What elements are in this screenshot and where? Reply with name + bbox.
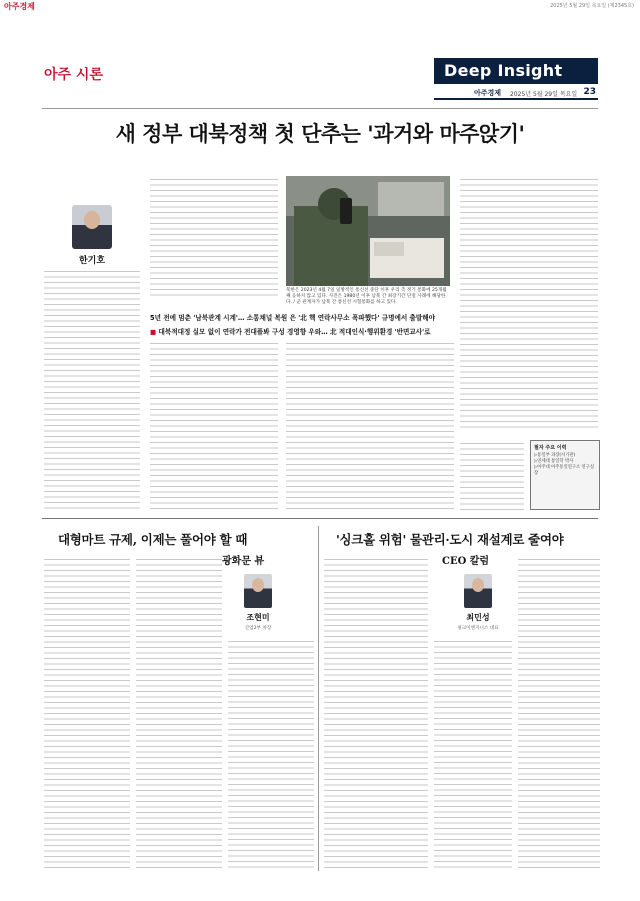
article2-text-col1 [44,556,130,872]
author-title: 산업2부 차장 [244,626,272,631]
article3-byline [440,574,516,631]
main-headline: 새 정부 대북정책 첫 단추는 '과거와 마주앉기' [115,121,525,146]
article1-text-col4b [460,440,524,512]
photo-caption: 북한은 2023년 4월 7일 일방적인 통신선 중단 이후 우리 측 정기 통화에 25개월째 응하지 않고 있다. 사진은 1980년 이후 남북 간 최장기간 단절 사례에 해당한다. / 군 관계자가 남북 간 통신선 시험통화를 하고 있다. [286,288,447,305]
paper-info [434,88,598,100]
author-name: 최민성 [466,613,490,622]
header-rule [42,108,598,109]
article1-photo [286,176,450,286]
author-block [42,205,142,275]
article2-headline: 대형마트 규제, 이제는 풀어야 할 때 [58,532,248,547]
career-line: ▷연세대 통일학 박사 [534,459,574,464]
article3-headline: '싱크홀 위험' 물관리·도시 재설계로 줄여야 [336,532,564,547]
paper-brand: 아주경제 [474,89,502,97]
career-line: ▷아주대 아주통일연구소 연구실장 [534,465,594,476]
article3-text-col3 [518,556,600,872]
subhead-2-text: 대북적대정 실모 없이 연락가 전대플봐 구성 경영향 우와… 北 적대인식·행위환경 '반면교사'로 [158,328,431,336]
masthead-logo: 아주경제 [4,2,35,11]
subhead-2 [150,326,431,336]
author-name: 조현미 [246,613,270,622]
soldier-phone-illustration [286,176,450,286]
article2-byline [220,574,296,631]
subhead-1 [150,312,435,322]
author-photo [72,205,112,249]
banner-text: Deep Insight [444,61,563,80]
page-number: 23 [583,87,596,97]
article1-text-col1 [44,268,140,512]
deep-insight-banner [434,58,598,84]
author-photo [244,574,272,608]
masthead-strip [0,0,640,12]
column-divider [318,526,319,871]
article1-text-col3 [286,340,454,512]
author-title: 핑크이엔지니스 대표 [457,626,499,631]
square-bullet-icon: ■ [150,328,157,336]
paper-date: 2025년 5월 29일 목요일 [510,91,578,98]
column-label-gwanghwamun: 광화문 뷰 [222,556,265,567]
article1-text-col2b [150,340,278,512]
masthead-meta: 2025년 5월 29일 목요일 (제2345호) [550,3,634,9]
article1-text-col4 [460,176,598,430]
article2-text-col2 [136,556,222,872]
career-line: ▷통일부 과장(서기관) [534,453,576,458]
section-title: 아주 시론 [44,67,103,83]
article3-text-col2 [434,638,512,872]
author-name: 한기호 [78,256,106,266]
article2-text-col3 [228,638,314,872]
article1-text-col2 [150,176,278,298]
career-box-label: 필자 주요 이력 [534,445,567,451]
column-label-ceo: CEO 칼럼 [442,556,490,567]
author-photo [464,574,492,608]
subhead-1-text: 5년 전에 멈춘 '남북관계 시계'… 소통채널 복원 은 '北 핵 연락사무소 폭파했다' 규명에서 출발해야 [150,314,435,322]
section-divider [42,518,598,519]
author-career-box [530,440,600,510]
article3-text-col1 [324,556,428,872]
